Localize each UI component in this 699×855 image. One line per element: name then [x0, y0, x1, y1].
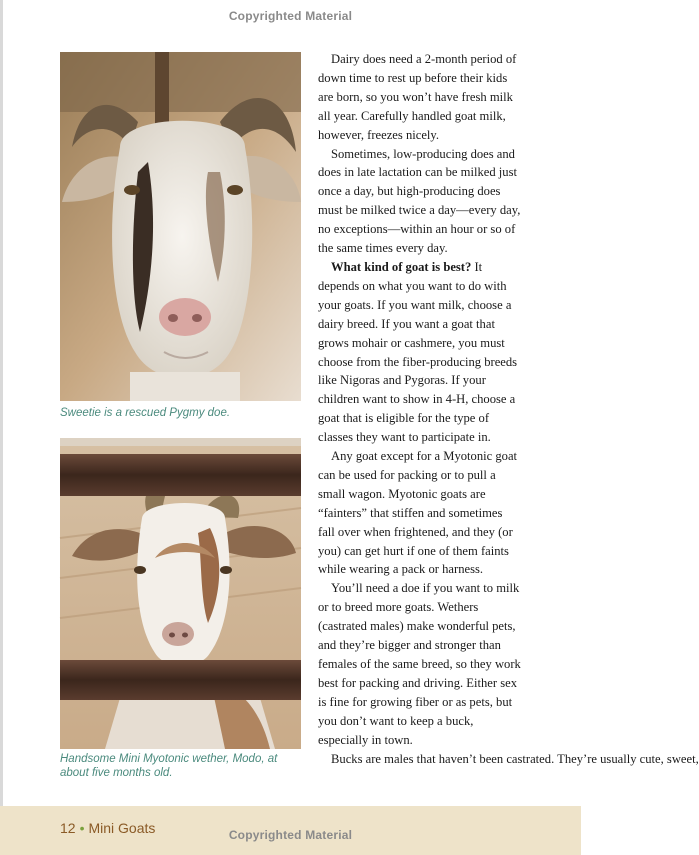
page-number: 12 — [60, 820, 76, 836]
body-text-column — [318, 50, 699, 768]
watermark-bottom: Copyrighted Material — [228, 828, 353, 842]
paragraph: Sometimes, low-producing does and does in late lactation can be milked just once a day, but high-producing does must be milked twice a day—every day, no exceptions—within an hour or so of the same times every day. — [318, 146, 521, 256]
book-title: Mini Goats — [88, 820, 156, 836]
paragraph: Bucks are males that haven’t been castrated. They’re usually cute, sweet, — [331, 751, 699, 766]
caption-photo-2: Handsome Mini Myotonic wether, Modo, at about five months old. — [60, 753, 278, 779]
paragraph: You’ll need a doe if you want to milk or to breed more goats. Wethers (castrated males) make wonderful pets, and they’re bigger and stronger than females of the same breed, so they work best for packing and driving. Either sex is fine for growing fiber or as pets, but you don’t want to keep a buck, especially in town. — [318, 581, 521, 747]
bullet-separator: • — [79, 820, 85, 836]
paragraph: Dairy does need a 2-month period of down time to rest up before their kids are born, so you won’t have fresh milk all year. Carefully handled goat milk, however, freezes nicely. — [318, 52, 517, 142]
page-edge — [0, 0, 3, 855]
paragraph: Any goat except for a Myotonic goat can be used for packing or to pull a small wagon. Myotonic goats are “fainters” that stiffen and sometimes fall over when frightened, and they (or you) can get hurt if one of them faints while wearing a pack or harness. — [318, 449, 518, 577]
photo-myotonic-wether — [60, 438, 301, 749]
run-in-heading: What kind of goat is best? — [331, 259, 472, 274]
caption-photo-1: Sweetie is a rescued Pygmy doe. — [60, 407, 231, 419]
watermark-top: Copyrighted Material — [228, 9, 353, 23]
photo-pygmy-doe — [60, 52, 301, 401]
paragraph: What kind of goat is best? It depends on what you want to do with your goats. If you want milk, choose a dairy breed. If you want a goat that grows mohair or cashmere, you must choose from the fiber-producing breeds like Nigoras and Pygoras. If your children want to show in 4-H, choose a goat that is eligible for the type of classes they want to participate in. — [318, 259, 518, 445]
